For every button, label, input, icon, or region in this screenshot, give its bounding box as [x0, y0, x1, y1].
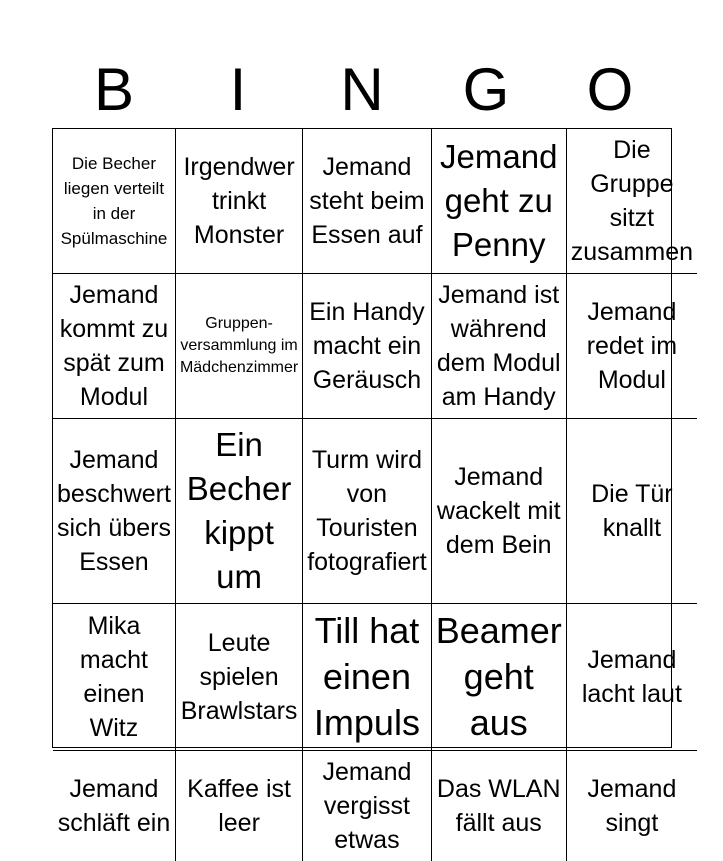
cell-text: Jemand steht beim Essen auf	[309, 153, 425, 249]
cell-text: Jemand ist während dem Modul am Handy	[436, 281, 561, 411]
bingo-cell[interactable]	[53, 604, 176, 751]
cell-text: Jemand wackelt mit dem Bein	[436, 463, 561, 559]
bingo-cell[interactable]	[53, 751, 176, 861]
bingo-cell[interactable]	[432, 751, 567, 861]
bingo-cell[interactable]	[176, 604, 303, 751]
bingo-cell[interactable]	[53, 274, 176, 419]
cell-text: Jemand schläft ein	[57, 775, 171, 837]
cell-text: Jemand kommt zu spät zum Modul	[59, 281, 169, 411]
cell-text: Kaffee ist leer	[187, 775, 291, 837]
cell-text: Jemand lacht laut	[581, 646, 682, 708]
bingo-cell[interactable]	[567, 129, 697, 274]
cell-text: Mika macht einen Witz	[79, 612, 149, 742]
cell-text: Gruppen-versammlung im Mädchenzimmer	[179, 315, 299, 376]
header-letter-n: N	[340, 56, 384, 123]
bingo-cell[interactable]	[303, 604, 432, 751]
bingo-cell[interactable]	[432, 419, 567, 604]
cell-text: Jemand redet im Modul	[586, 298, 678, 394]
bingo-cell[interactable]	[176, 751, 303, 861]
cell-text: Die Becher liegen verteilt in der Spülmaschine	[60, 154, 168, 248]
cell-text: Beamer geht aus	[435, 610, 562, 743]
bingo-cell[interactable]	[176, 419, 303, 604]
bingo-cell[interactable]	[432, 129, 567, 274]
header-letter-b: B	[93, 56, 135, 123]
cell-text: Till hat einen Impuls	[313, 610, 420, 743]
cell-text: Jemand geht zu Penny	[440, 138, 558, 263]
bingo-cell[interactable]	[567, 419, 697, 604]
header-letter-g: G	[462, 56, 510, 123]
cell-text: Jemand singt	[587, 775, 677, 837]
bingo-board	[52, 128, 694, 854]
bingo-cell[interactable]	[567, 604, 697, 751]
cell-text: Irgendwer trinkt Monster	[183, 153, 295, 249]
bingo-cell[interactable]	[432, 604, 567, 751]
cell-text: Ein Handy macht ein Geräusch	[309, 298, 425, 394]
bingo-header	[52, 52, 672, 128]
cell-text: Ein Becher kippt um	[186, 426, 292, 595]
bingo-cell[interactable]	[567, 274, 697, 419]
cell-text: Die Gruppe sitzt zusammen	[570, 136, 694, 266]
bingo-cell[interactable]	[303, 129, 432, 274]
bingo-cell[interactable]	[176, 129, 303, 274]
bingo-cell[interactable]	[53, 129, 176, 274]
bingo-cell[interactable]	[176, 274, 303, 419]
bingo-cell[interactable]	[303, 274, 432, 419]
cell-text: Das WLAN fällt aus	[436, 775, 561, 837]
bingo-cell[interactable]	[53, 419, 176, 604]
cell-text: Jemand beschwert sich übers Essen	[57, 446, 171, 576]
cell-text: Die Tür knallt	[591, 480, 673, 542]
bingo-cell[interactable]	[567, 751, 697, 861]
bingo-cell[interactable]	[303, 419, 432, 604]
bingo-cell[interactable]	[303, 751, 432, 861]
header-letter-o: O	[586, 56, 634, 123]
cell-text: Jemand vergisst etwas	[322, 758, 412, 854]
header-letter-i: I	[229, 56, 247, 123]
bingo-cell[interactable]	[432, 274, 567, 419]
cell-text: Turm wird von Touristen fotografiert	[307, 446, 427, 576]
cell-text: Leute spielen Brawlstars	[180, 629, 298, 725]
